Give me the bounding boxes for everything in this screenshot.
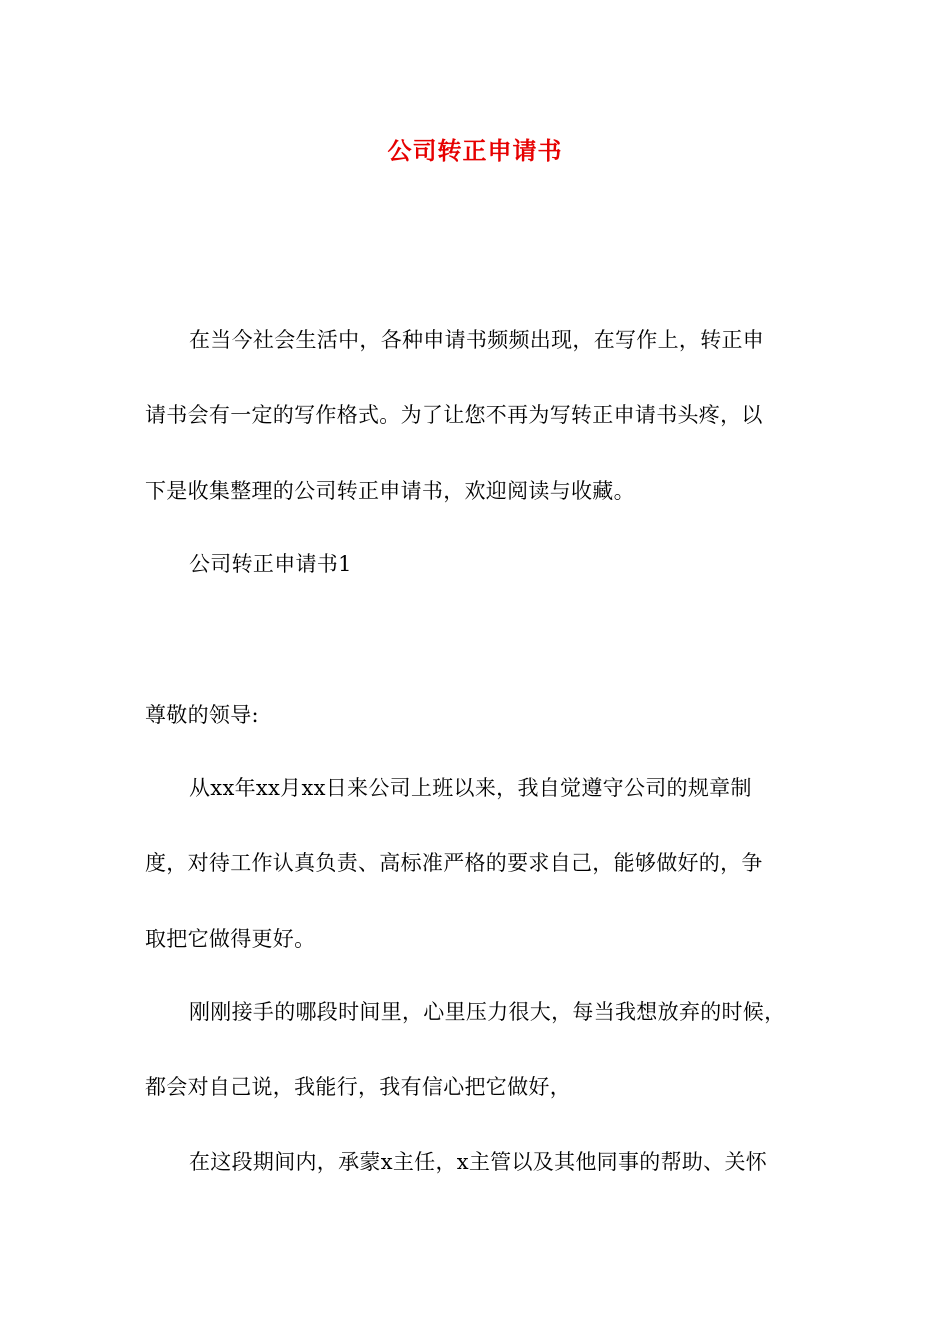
paragraph-line: 下是收集整理的公司转正申请书，欢迎阅读与收藏。 <box>145 479 635 503</box>
paragraph-line: 从xx年xx月xx日来公司上班以来，我自觉遵守公司的规章制 <box>189 776 752 800</box>
document-title: 公司转正申请书 <box>387 137 563 165</box>
paragraph-line: 取把它做得更好。 <box>145 927 316 951</box>
paragraph-line: 在这段期间内，承蒙x主任，x主管以及其他同事的帮助、关怀 <box>189 1150 768 1174</box>
paragraph-line: 在当今社会生活中，各种申请书频频出现，在写作上，转正申 <box>189 328 765 352</box>
salutation: 尊敬的领导: <box>145 703 259 727</box>
paragraph-line: 刚刚接手的哪段时间里，心里压力很大，每当我想放弃的时候， <box>189 1000 786 1024</box>
section-heading: 公司转正申请书1 <box>189 552 352 576</box>
paragraph-line: 请书会有一定的写作格式。为了让您不再为写转正申请书头疼，以 <box>145 403 763 427</box>
paragraph-line: 都会对自己说，我能行，我有信心把它做好， <box>145 1075 571 1099</box>
paragraph-line: 度，对待工作认真负责、高标准严格的要求自己，能够做好的，争 <box>145 851 763 875</box>
